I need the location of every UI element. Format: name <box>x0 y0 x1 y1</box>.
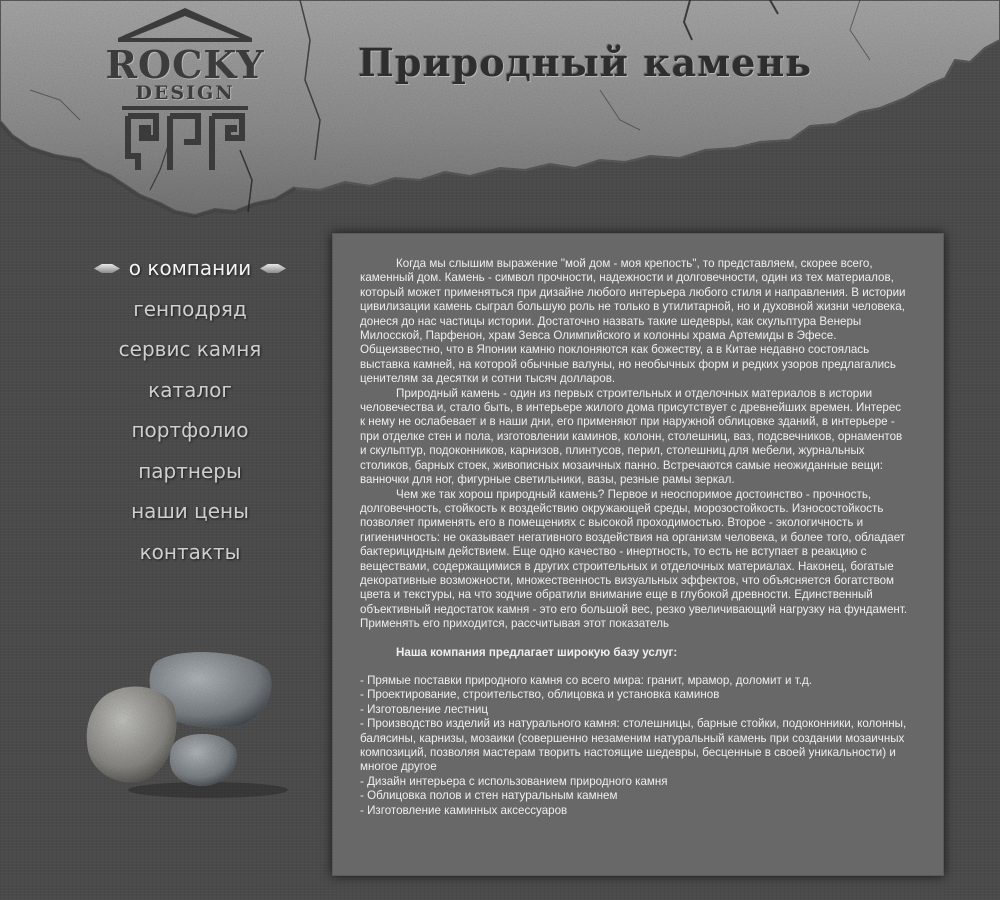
nav-item-label: контакты <box>139 539 241 564</box>
nav-item-label: партнеры <box>138 458 242 483</box>
nav-item-label: каталог <box>148 377 232 402</box>
nav-item-prices[interactable] <box>90 491 290 532</box>
paragraph-benefits: Чем же так хорош природный камень? Первое и неоспоримое достоинство - прочность, долговечность, стойкость к воздействию окружающей среды, морозостойкость. Износостойкость позволяет применять его в помещениях с высокой проходимостью. Второе - экологичность и гигиеничность: не оказывает негативного воздействия на организм человека, и более того, обладает бактерицидным действием. Еще одно качество - инертность, то есть не вступает в реакцию с веществами, содержащимися в других строительных и отделочных материалах. Наконец, богатые декоративные возможности, множественность визуальных эффектов, что объясняется богатством цвета и текстуры, на что зодчие обратили внимание еще в глубокой древности. Единственный объективный недостаток камня - это его большой вес, резко увеличивающий нагрузку на фундамент. Применять его приходится, рассчитывая этот показатель <box>360 487 908 631</box>
paragraph-intro: Когда мы слышим выражение "мой дом - моя крепость", то представляем, скорее всего, каменный дом. Камень - символ прочности, надежности и долговечности, один из тех материалов, который может применяться при дизайне любого интерьера любого стиля и направления. В истории цивилизации камень сыграл большую роль не только в утилитарной, но и духовной жизни человека, донеся до нас частицы истории. Достаточно назвать такие шедевры, как скульптура Венеры Милосской, Парфенон, храм Зевса Олимпийского и колонны храма Артемиды в Эфесе. Общеизвестно, что в Японии камню поклоняются как божеству, а в Китае недавно состоялась выставка камней, на которой обычные валуны, но необычных форм и редких узоров предлагались ценителям за десятки и сотни тысяч долларов. <box>360 257 906 386</box>
list-item: - Прямые поставки природного камня со всего мира: гранит, мрамор, доломит и т.д. <box>360 673 812 687</box>
content-panel <box>332 233 944 876</box>
nav-item-portfolio[interactable] <box>90 410 290 451</box>
list-item: - Изготовление каминных аксессуаров <box>360 803 568 817</box>
nav-item-catalog[interactable] <box>90 370 290 411</box>
paragraph-history: Природный камень - один из первых строительных и отделочных материалов в истории человечества и, стало быть, в интерьере жилого дома присутствует с древнейших времен. Интерес к нему не ослабевает и в наши дни, его применяют при наружной облицовке зданий, в интерьере - при отделке стен и пола, изготовлении каминов, колонн, столешниц, ваз, подсвечников, орнаментов и скульптур, подоконников, карнизов, плинтусов, перил, столешниц для мебели, журнальных столиков, барных стоек, живописных мозаичных панно. Встречаются самые неожиданные вещи: ванночки для ног, фигурные светильники, вазы, резные рамы зеркал. <box>360 386 903 487</box>
nav-item-label: о компании <box>128 256 252 280</box>
nav-item-general-contracting[interactable] <box>90 289 290 330</box>
nav-item-label: генподряд <box>133 296 247 321</box>
nav-item-stone-service[interactable] <box>90 329 290 370</box>
nav-item-label: сервис камня <box>118 337 262 361</box>
list-item: - Проектирование, строительство, облицовка и установка каминов <box>360 688 720 702</box>
main-navigation <box>90 248 290 572</box>
logo-word-rocky: ROCKY <box>105 42 265 87</box>
list-item: - Производство изделий из натурального камня: столешницы, барные стойки, подоконники, колонны, балясины, карнизы, мозаики (совершенно незаменим натуральный камень при создании мозаичных композиций, позволяя мастерам творить настоящие шедевры, бесценные в своей уникальности) и многое другое <box>360 717 907 774</box>
rocks-image <box>78 640 298 800</box>
logo-word-design: DESIGN <box>135 82 235 104</box>
list-item: - Дизайн интерьера с использованием природного камня <box>360 774 668 788</box>
nav-item-contacts[interactable] <box>90 532 290 573</box>
services-list <box>360 674 908 818</box>
list-item: - Изготовление лестниц <box>360 702 489 716</box>
diamond-right-icon <box>260 264 286 273</box>
nav-item-partners[interactable] <box>90 451 290 492</box>
article <box>360 257 908 818</box>
list-item: - Облицовка полов и стен натуральным камнем <box>360 789 618 803</box>
logo[interactable] <box>100 4 270 174</box>
nav-item-label: наши цены <box>131 499 249 523</box>
header-banner <box>0 0 1000 230</box>
nav-item-label: портфолио <box>131 418 249 442</box>
diamond-left-icon <box>94 264 120 273</box>
site-title: Природный камень <box>358 40 813 85</box>
nav-item-about[interactable] <box>90 248 290 289</box>
services-heading: Наша компания предлагает широкую базу услуг: <box>396 645 678 659</box>
